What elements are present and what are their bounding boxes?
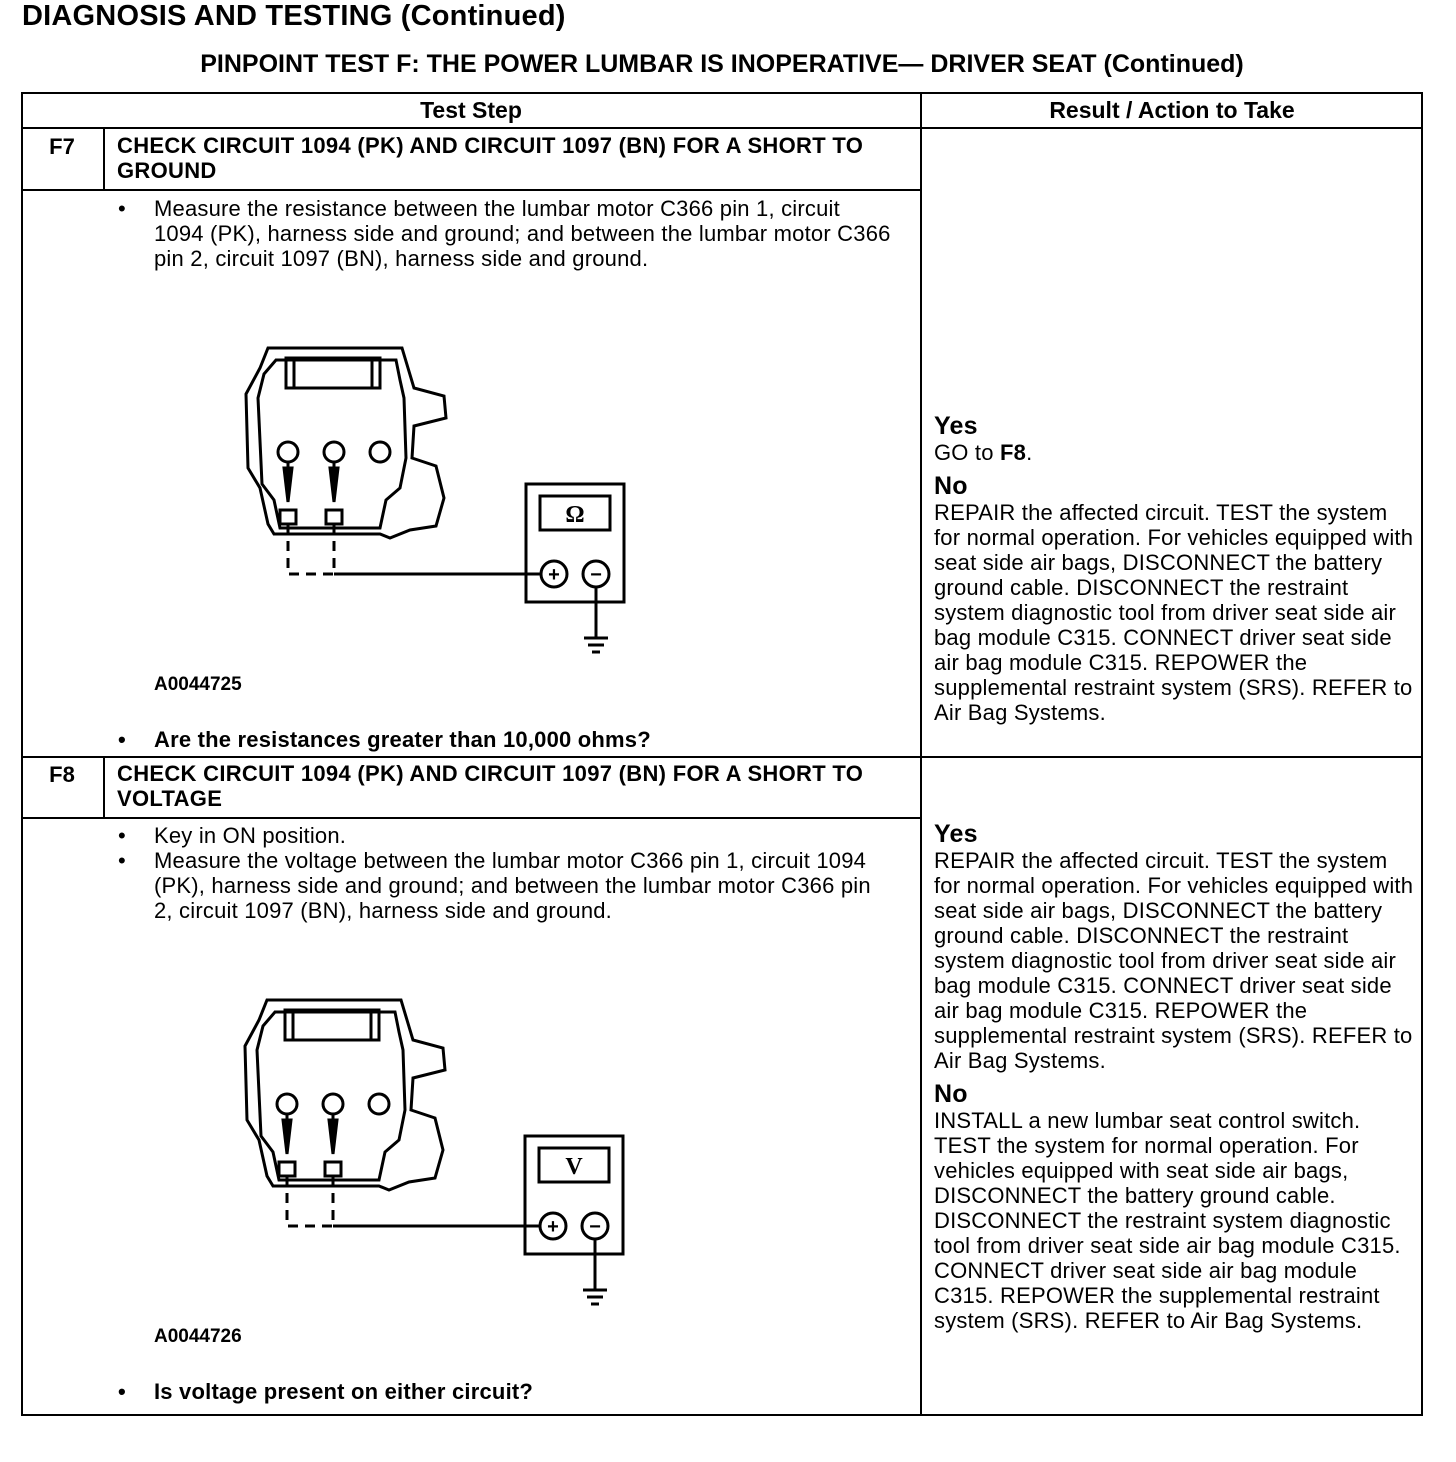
step-f7-yes-label: Yes: [934, 412, 978, 440]
ground-icon: [584, 638, 608, 652]
step-f7-no-label: No: [934, 472, 968, 500]
step-f8-result: [934, 821, 1420, 1333]
step-f8-yes-text: REPAIR the affected circuit. TEST the system for normal operation. For vehicles equipped with seat side air bags, DISCONNECT the battery ground cable. DISCONNECT the restraint system diagnostic tool from driver seat side air bag module C315. CONNECT driver seat side air bag module C315. REPOWER the supplemental restraint system (SRS). REFER to Air Bag Systems.: [934, 848, 1414, 1073]
step-f8-instruction-1: • Key in ON position.: [118, 823, 347, 848]
step-f8-question: • Is voltage present on either circuit?: [118, 1379, 534, 1404]
step-f7-connector-diagram: [230, 338, 690, 668]
step-f8-id: F8: [49, 762, 75, 787]
step-f8-instruction-2: • Measure the voltage between the lumbar motor C366 pin 1, circuit 1094 (PK), harness side and ground; and between the lumbar motor C366 pin 2, circuit 1097 (BN), harness side and ground.: [118, 848, 871, 923]
step-f7-figure-id: A0044725: [154, 674, 242, 695]
header-divider: [21, 127, 1423, 129]
pin-3: [369, 1094, 389, 1114]
lead-pin1: [288, 524, 334, 574]
step-f7-instruction: • Measure the resistance between the lumbar motor C366 pin 1, circuit 1094 (PK), harness side and ground; and between the lumbar motor C366 pin 2, circuit 1097 (BN), harness side and ground.: [118, 196, 891, 271]
multimeter-symbol: Ω: [565, 502, 585, 528]
page-heading: DIAGNOSIS AND TESTING (Continued): [22, 0, 566, 32]
minus-icon: −: [590, 564, 602, 586]
pin-1: [277, 1094, 297, 1114]
ground-icon: [583, 1290, 607, 1304]
plus-icon: +: [547, 1216, 559, 1238]
step-f7-id: F7: [49, 134, 75, 159]
column-header-result: Result / Action to Take: [1049, 97, 1295, 123]
step-f8-id-divider: [103, 757, 105, 818]
probe-leads: [288, 524, 542, 574]
pinpoint-test-title: PINPOINT TEST F: THE POWER LUMBAR IS INOPERATIVE— DRIVER SEAT (Continued): [200, 50, 1244, 78]
step-f7-yes-text: GO to F8.: [934, 440, 1033, 465]
multimeter-symbol: V: [565, 1154, 583, 1180]
connector-latch: [286, 358, 380, 388]
column-header-test-step: Test Step: [420, 97, 522, 123]
probe-leads: [287, 1176, 541, 1226]
bullet-icon: •: [118, 196, 126, 221]
pin-2: [324, 442, 344, 462]
step-f7-question: • Are the resistances greater than 10,000 ohms?: [118, 727, 651, 752]
step-f8-title-divider: [21, 817, 921, 819]
step-f7-id-divider: [103, 128, 105, 190]
lead-pin1: [287, 1176, 333, 1226]
pin-2: [323, 1094, 343, 1114]
step-f7-result: [934, 413, 1418, 725]
step-f8-yes-label: Yes: [934, 820, 978, 848]
connector-c366-illustration: [246, 348, 446, 538]
step-f8-no-label: No: [934, 1080, 968, 1108]
step-f7-no-text: REPAIR the affected circuit. TEST the system for normal operation. For vehicles equipped with seat side air bags, DISCONNECT the battery ground cable. DISCONNECT the restraint system diagnostic tool from driver seat side air bag module C315. CONNECT driver seat side air bag module C315. REPOWER the supplemental restraint system (SRS). REFER to Air Bag Systems.: [934, 500, 1414, 725]
step-f8-connector-diagram: [229, 990, 689, 1320]
column-divider: [920, 92, 922, 1416]
bullet-icon: •: [118, 727, 126, 752]
bullet-icon: •: [118, 823, 126, 848]
step-f8-figure-id: A0044726: [154, 1326, 242, 1347]
pin-3: [370, 442, 390, 462]
bullet-icon: •: [118, 1379, 126, 1404]
step-f7-title: CHECK CIRCUIT 1094 (PK) AND CIRCUIT 1097 (BN) FOR A SHORT TO GROUND: [117, 133, 864, 183]
step-f8-title: CHECK CIRCUIT 1094 (PK) AND CIRCUIT 1097 (BN) FOR A SHORT TO VOLTAGE: [117, 761, 864, 811]
plus-icon: +: [548, 564, 560, 586]
pin-1: [278, 442, 298, 462]
minus-icon: −: [589, 1216, 601, 1238]
step-divider: [21, 756, 1423, 758]
step-f8-no-text: INSTALL a new lumbar seat control switch. TEST the system for normal operation. For vehicles equipped with seat side air bags, DISCONNECT the battery ground cable. DISCONNECT the restraint system diagnostic tool from driver seat side air bag module C315. CONNECT driver seat side air bag module C315. REPOWER the supplemental restraint system (SRS). REFER to Air Bag Systems.: [934, 1108, 1401, 1333]
bullet-icon: •: [118, 848, 126, 873]
step-f7-title-divider: [21, 189, 921, 191]
connector-c366-illustration: [245, 1000, 445, 1190]
connector-latch: [285, 1010, 379, 1040]
